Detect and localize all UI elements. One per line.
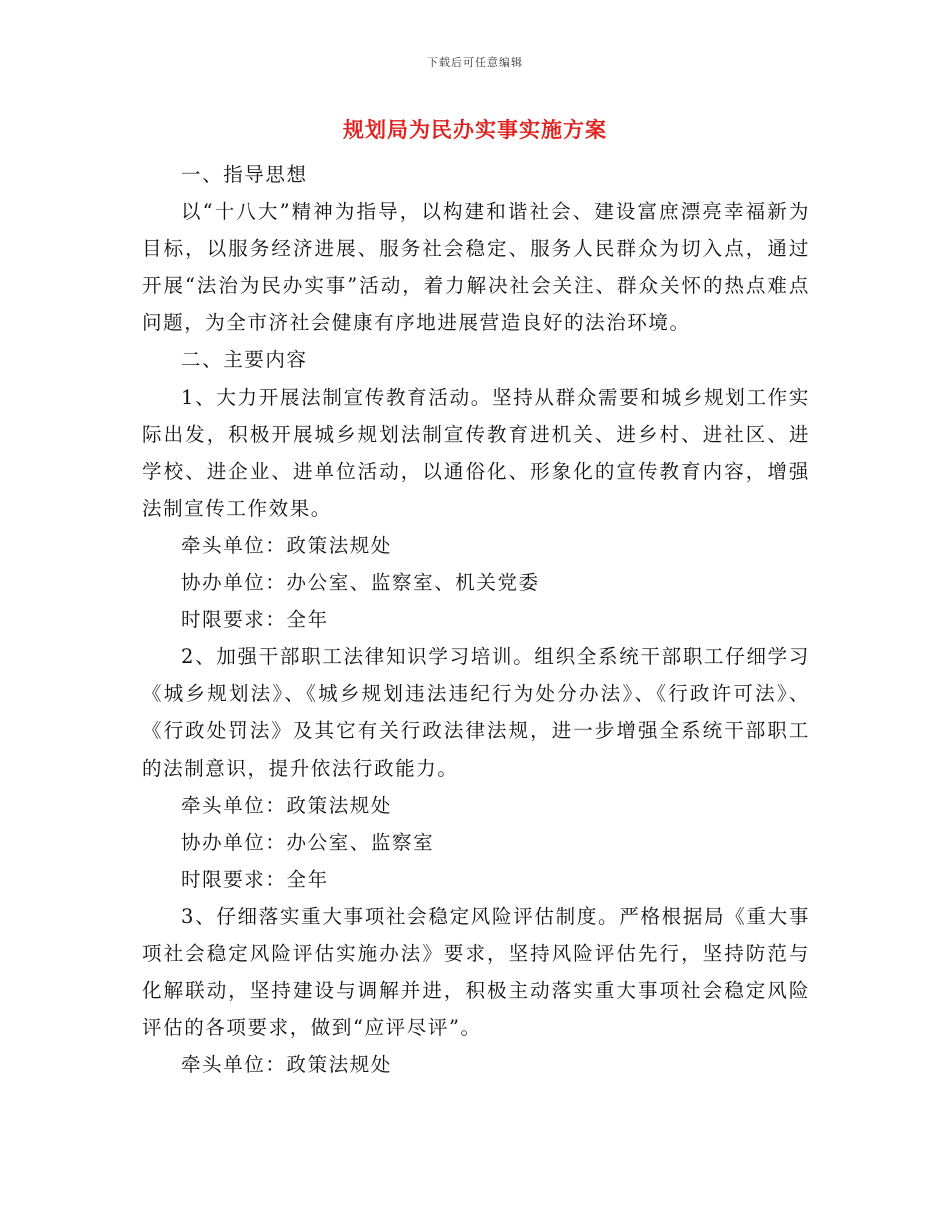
document-body [142,156,810,1083]
paragraph-item-3: 3、仔细落实重大事项社会稳定风险评估制度。严格根据局《重大事项社会稳定风险评估实施办法》要求，坚持风险评估先行，坚持防范与化解联动，坚持建设与调解并进，积极主动落实重大事项社会稳定风险评估的各项要求，做到“应评尽评”。 [142,904,810,1040]
lead-unit-3: 牵头单位：政策法规处 [181,1053,393,1077]
deadline-1: 时限要求：全年 [181,608,329,632]
lead-unit-2: 牵头单位：政策法规处 [181,793,393,817]
header-note: 下载后可任意编辑 [427,56,523,69]
assist-unit-2: 协办单位：办公室、监察室 [181,830,435,854]
section-heading-main-content: 二、主要内容 [181,348,308,372]
deadline-2: 时限要求：全年 [181,867,329,891]
document-title: 规划局为民办实事实施方案 [343,117,607,142]
paragraph-item-1: 1、大力开展法制宣传教育活动。坚持从群众需要和城乡规划工作实际出发，积极开展城乡规划法制宣传教育进机关、进乡村、进社区、进学校、进企业、进单位活动，以通俗化、形象化的宣传教育内容，增强法制宣传工作效果。 [142,385,810,520]
lead-unit-1: 牵头单位：政策法规处 [181,533,393,557]
paragraph-item-2: 2、加强干部职工法律知识学习培训。组织全系统干部职工仔细学习《城乡规划法》、《城乡规划违法违纪行为处分办法》、《行政许可法》、《行政处罚法》及其它有关行政法律法规，进一步增强全系统干部职工的法制意识，提升依法行政能力。 [142,645,810,780]
paragraph-guiding-ideology: 以“十八大”精神为指导，以构建和谐社会、建设富庶漂亮幸福新为目标，以服务经济进展、服务社会稳定、服务人民群众为切入点，通过开展“法治为民办实事”活动，着力解决社会关注、群众关怀的热点难点问题，为全市济社会健康有序地进展营造良好的法治环境。 [142,200,810,335]
section-heading-guiding-ideology: 一、指导思想 [181,163,308,186]
assist-unit-1: 协办单位：办公室、监察室、机关党委 [181,571,540,595]
